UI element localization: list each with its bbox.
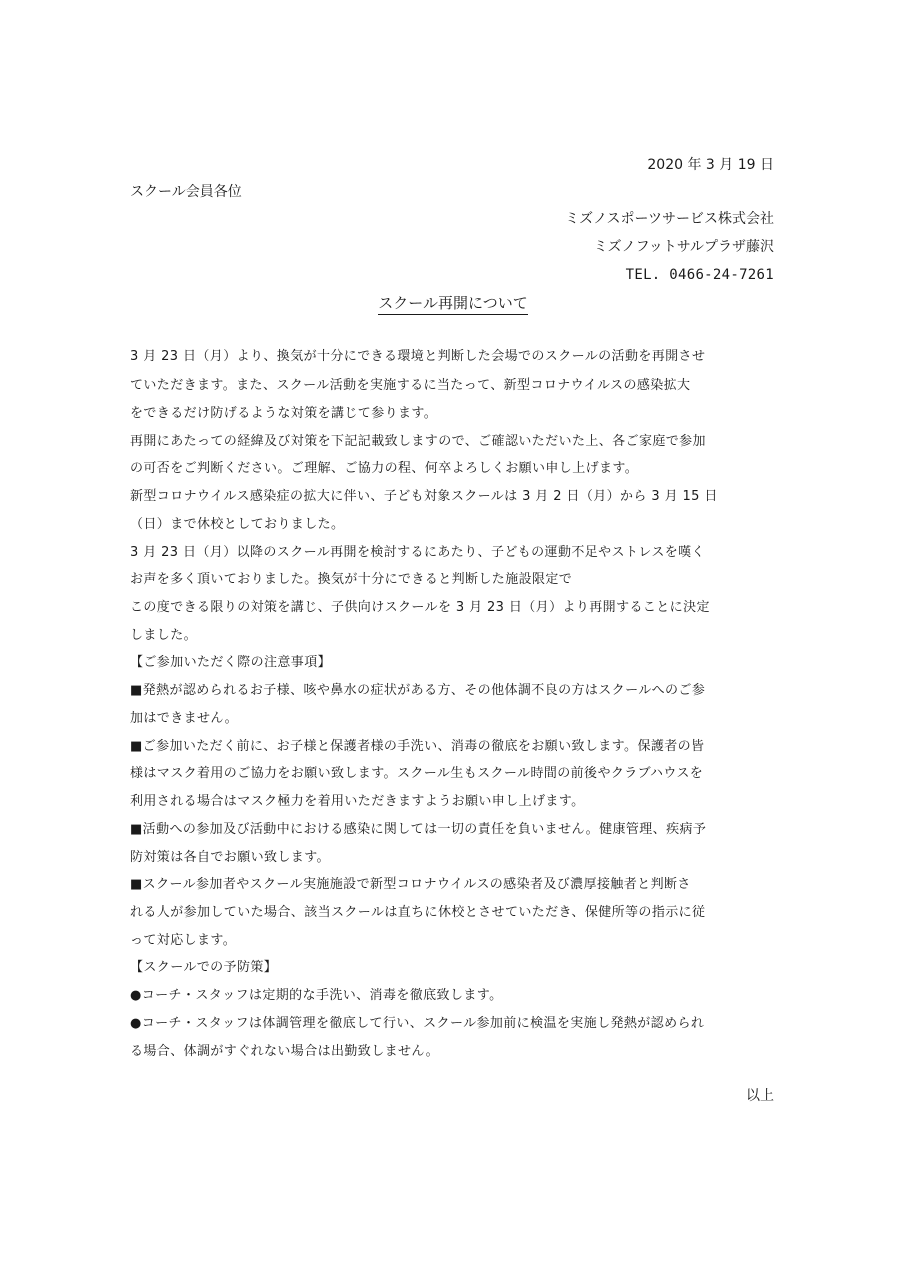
- body-line: ■活動への参加及び活動中における感染に関しては一切の責任を負いません。健康管理、疾病予: [130, 822, 707, 837]
- body-line: ●コーチ・スタッフは体調管理を徹底して行い、スクール参加前に検温を実施し発熱が認められ: [130, 1016, 705, 1031]
- body-line: の可否をご判断ください。ご理解、ご協力の程、何卒よろしくお願い申し上げます。: [130, 461, 639, 476]
- body-line: この度できる限りの対策を講じ、子供向けスクールを 3 月 23 日（月）より再開することに決定: [130, 600, 710, 615]
- body-line: お声を多く頂いておりました。換気が十分にできると判断した施設限定で: [130, 572, 573, 587]
- body-line: ていただきます。また、スクール活動を実施するに当たって、新型コロナウイルスの感染拡大: [130, 378, 691, 393]
- body-line: 再開にあたっての経緯及び対策を下記記載致しますので、ご確認いただいた上、各ご家庭で参加: [130, 434, 706, 449]
- document-title: [0, 295, 906, 311]
- body-line: 利用される場合はマスク極力を着用いただきますようお願い申し上げます。: [130, 794, 585, 809]
- sender-phone: TEL. 0466-24-7261: [625, 267, 774, 283]
- body-line: ■ご参加いただく前に、お子様と保護者様の手洗い、消毒の徹底をお願い致します。保護者の皆: [130, 739, 705, 754]
- sender-company: ミズノスポーツサービス株式会社: [565, 211, 774, 227]
- document-date: 2020 年 3 月 19 日: [647, 157, 774, 173]
- body-line: れる人が参加していた場合、該当スクールは直ちに休校とさせていただき、保健所等の指示に従: [130, 905, 706, 920]
- body-line: 防対策は各自でお願い致します。: [130, 850, 330, 865]
- sender-facility: ミズノフットサルプラザ藤沢: [593, 239, 774, 255]
- body-line: 新型コロナウイルス感染症の拡大に伴い、子ども対象スクールは 3 月 2 日（月）から 3 月 15 日: [130, 489, 718, 504]
- body-line: 3 月 23 日（月）より、換気が十分にできる環境と判断した会場でのスクールの活動を再開させ: [130, 349, 706, 364]
- section-heading-precautions: 【ご参加いただく際の注意事項】: [130, 655, 332, 670]
- body-line: ■発熱が認められるお子様、咳や鼻水の症状がある方、その他体調不良の方はスクールへのご参: [130, 683, 706, 698]
- body-line: 加はできません。: [130, 711, 238, 726]
- body-line: る場合、体調がすぐれない場合は出勤致しません。: [130, 1044, 439, 1059]
- body-line: しました。: [130, 628, 198, 643]
- body-line: 3 月 23 日（月）以降のスクール再開を検討するにあたり、子どもの運動不足やストレスを嘆く: [130, 545, 705, 560]
- body-line: って対応します。: [130, 933, 237, 948]
- section-heading-prevention: 【スクールでの予防策】: [130, 960, 278, 975]
- recipient-line: スクール会員各位: [130, 184, 242, 200]
- closing-mark: 以上: [746, 1088, 774, 1104]
- document-title-text: スクール再開について: [378, 294, 527, 315]
- body-line: ●コーチ・スタッフは定期的な手洗い、消毒を徹底致します。: [130, 988, 503, 1003]
- body-line: をできるだけ防げるような対策を講じて参ります。: [130, 406, 438, 421]
- body-line: （日）まで休校としておりました。: [130, 517, 345, 532]
- body-line: ■スクール参加者やスクール実施施設で新型コロナウイルスの感染者及び濃厚接触者と判断さ: [130, 877, 691, 892]
- body-line: 様はマスク着用のご協力をお願い致します。スクール生もスクール時間の前後やクラブハウスを: [130, 766, 704, 781]
